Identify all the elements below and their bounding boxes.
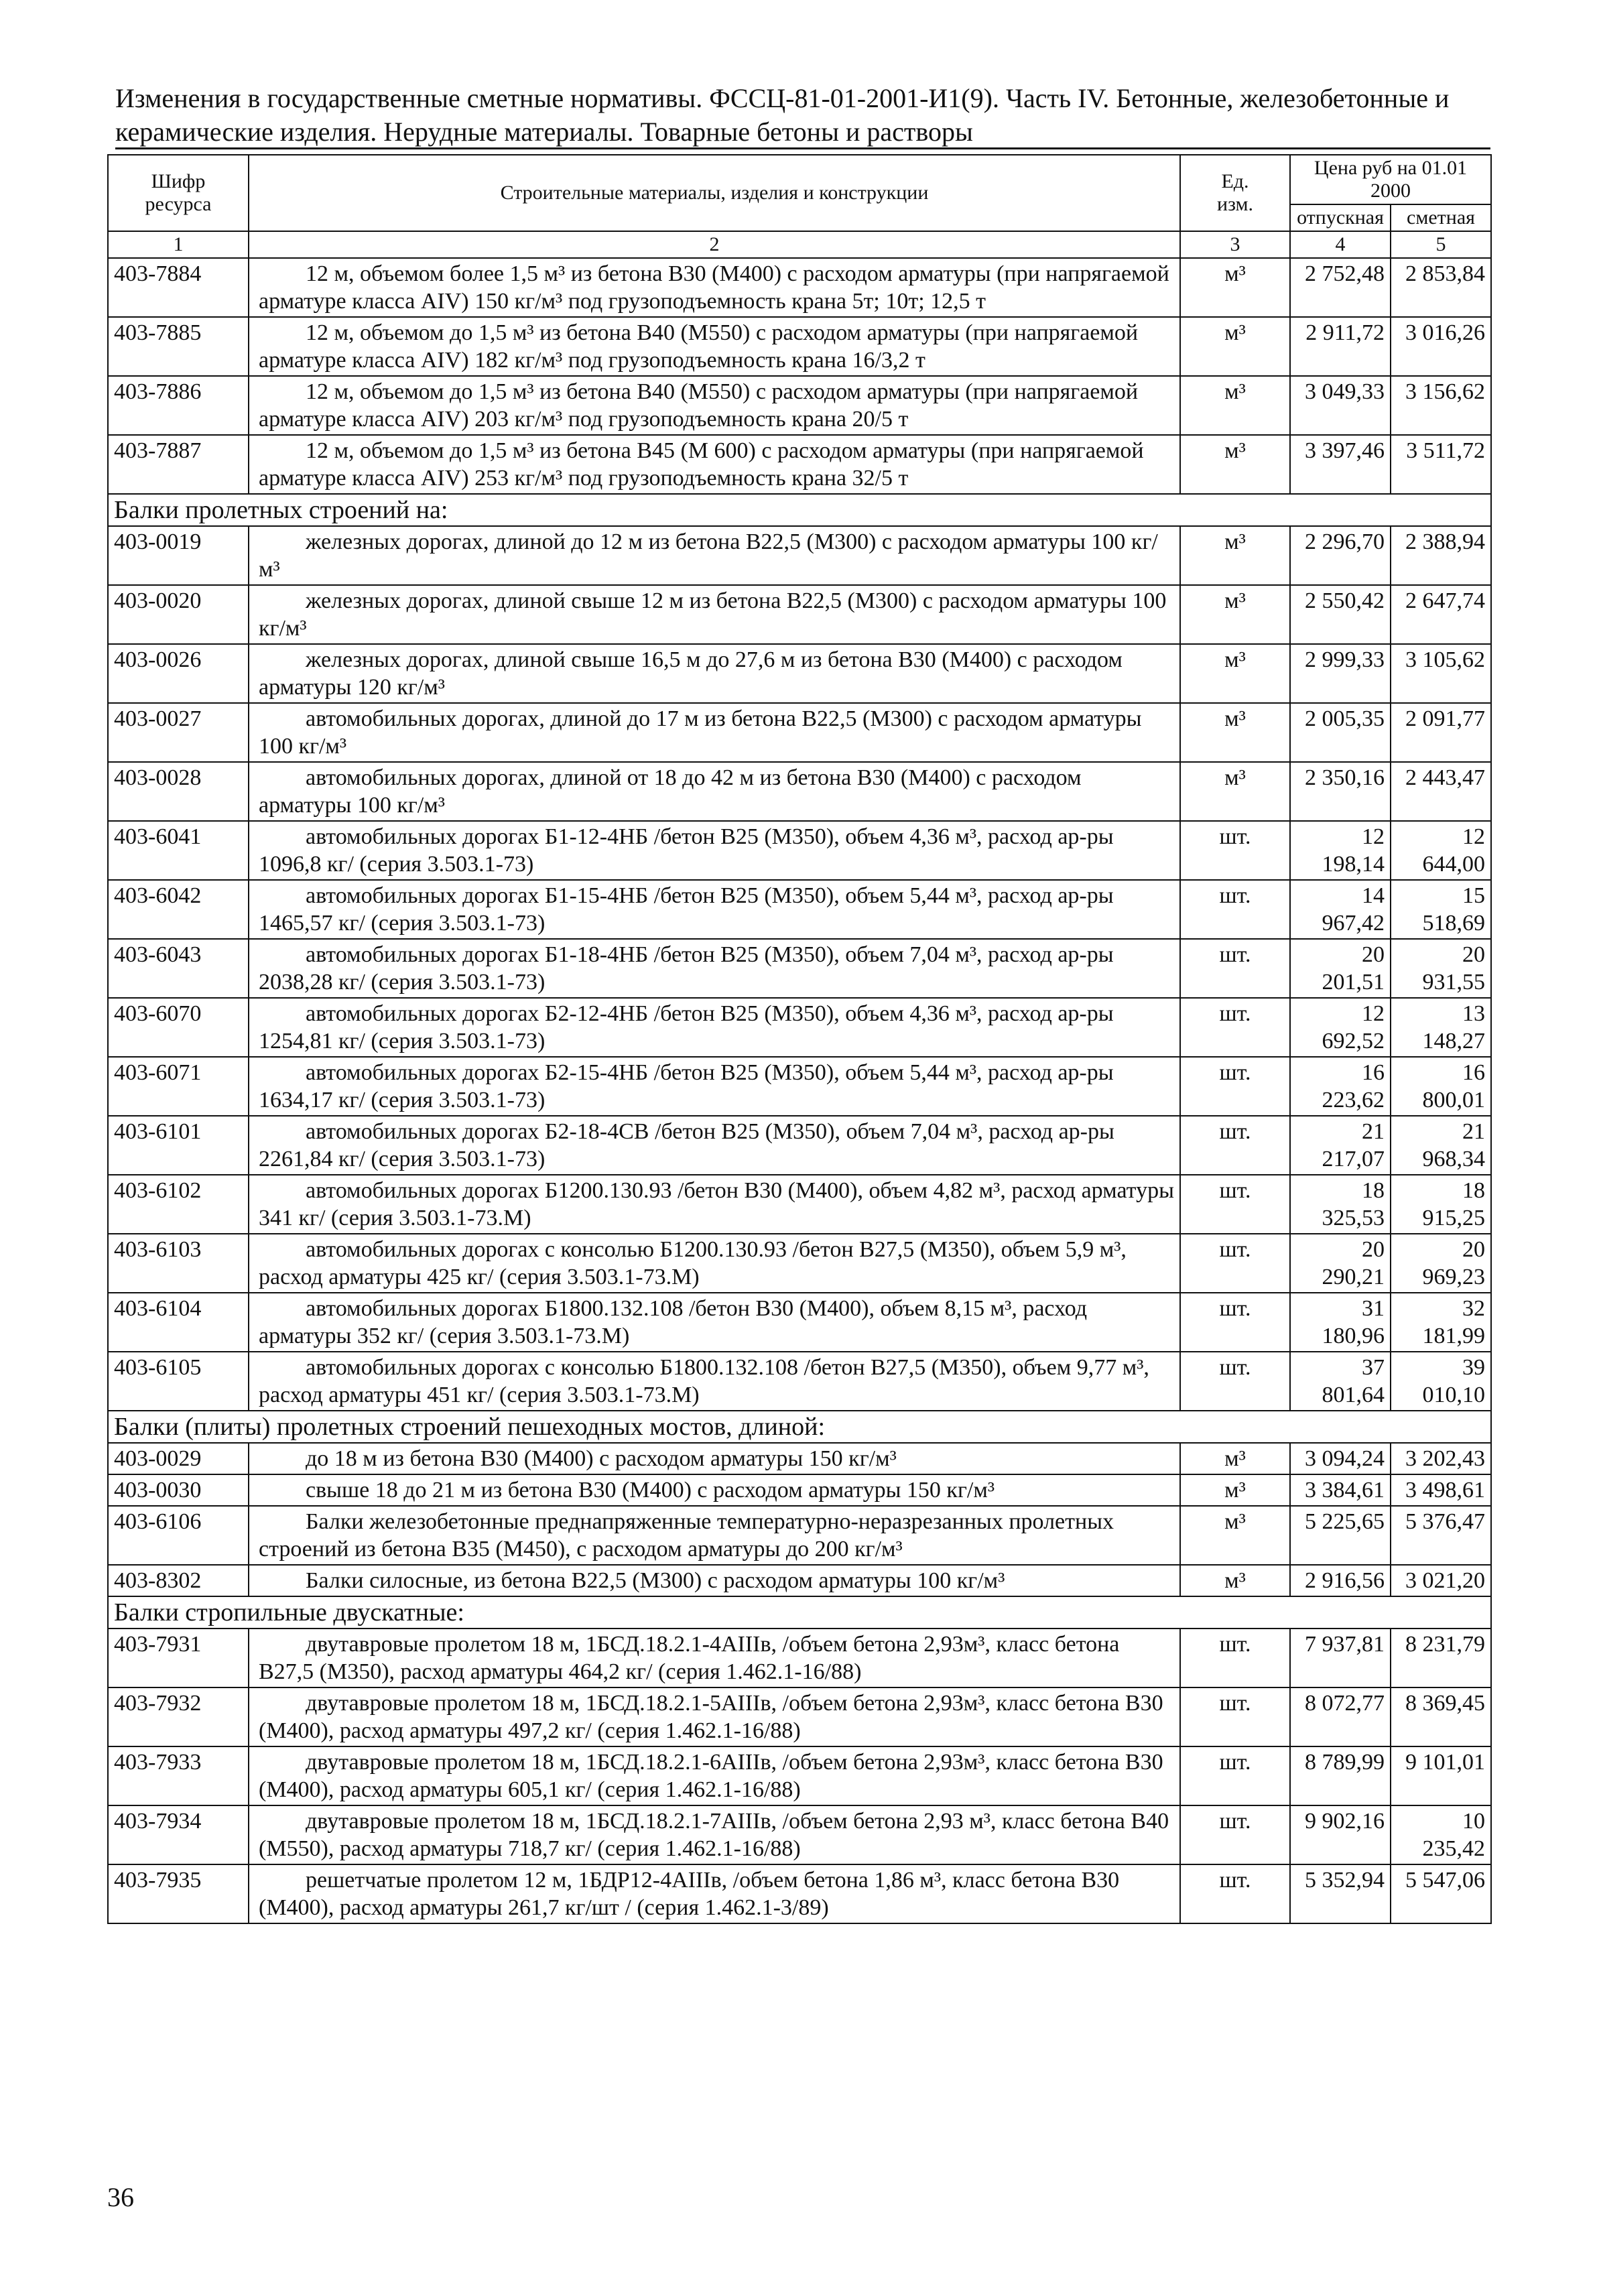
table-row [108, 435, 1491, 494]
unit-header-line1: Ед. [1221, 170, 1249, 192]
estimate-price-cell: 2 091,77 [1391, 703, 1491, 762]
resource-code-cell: 403-6104 [108, 1293, 249, 1352]
description-cell: 12 м, объемом до 1,5 м³ из бетона В45 (М 600) с расходом арматуры (при напрягаемой арматуре класса АIV) 253 кг/м³ под грузоподъемность крана 32/5 т [249, 435, 1180, 494]
resource-code-cell: 403-7885 [108, 317, 249, 376]
resource-code-cell: 403-6101 [108, 1116, 249, 1175]
page-number: 36 [107, 2182, 134, 2212]
column-index: 4 [1290, 231, 1391, 258]
price-column-header: Цена руб на 01.01 2000 [1290, 155, 1491, 204]
resource-code-cell: 403-6043 [108, 939, 249, 998]
unit-cell: шт. [1180, 1175, 1290, 1234]
description-cell: двутавровые пролетом 18 м, 1БСД.18.2.1-5АIIIв, /объем бетона 2,93м³, класс бетона В30 (М400), расход арматуры 497,2 кг/ (серия 1.462.1-16/88) [249, 1687, 1180, 1746]
section-heading: Балки стропильные двускатные: [108, 1596, 1491, 1629]
description-cell: 12 м, объемом до 1,5 м³ из бетона В40 (М550) с расходом арматуры (при напрягаемой арматуре класса АIV) 182 кг/м³ под грузоподъемность крана 16/3,2 т [249, 317, 1180, 376]
description-cell: Балки силосные, из бетона В22,5 (М300) с расходом арматуры 100 кг/м³ [249, 1565, 1180, 1596]
resource-code-cell: 403-6102 [108, 1175, 249, 1234]
description-cell: автомобильных дорогах Б1200.130.93 /бетон В30 (М400), объем 4,82 м³, расход арматуры 341 кг/ (серия 3.503.1-73.М) [249, 1175, 1180, 1234]
release-price-cell: 2 916,56 [1290, 1565, 1391, 1596]
description-cell: двутавровые пролетом 18 м, 1БСД.18.2.1-6АIIIв, /объем бетона 2,93м³, класс бетона В30 (М400), расход арматуры 605,1 кг/ (серия 1.462.1-16/88) [249, 1746, 1180, 1805]
table-row [108, 1506, 1491, 1565]
description-cell: автомобильных дорогах, длиной до 17 м из бетона В22,5 (М300) с расходом арматуры 100 кг/м³ [249, 703, 1180, 762]
release-price-cell: 2 550,42 [1290, 585, 1391, 644]
unit-cell: м³ [1180, 526, 1290, 585]
estimate-price-header: сметная [1391, 204, 1491, 231]
table-row [108, 1474, 1491, 1506]
description-cell: двутавровые пролетом 18 м, 1БСД.18.2.1-4АIIIв, /объем бетона 2,93м³, класс бетона В27,5 (М350), расход арматуры 464,2 кг/ (серия 1.462.1-16/88) [249, 1629, 1180, 1687]
release-price-cell: 31 180,96 [1290, 1293, 1391, 1352]
table-row [108, 317, 1491, 376]
estimate-price-cell: 3 016,26 [1391, 317, 1491, 376]
unit-cell: м³ [1180, 585, 1290, 644]
description-cell: автомобильных дорогах Б2-12-4НБ /бетон В25 (М350), объем 4,36 м³, расход ар-ры 1254,81 кг/ (серия 3.503.1-73) [249, 998, 1180, 1057]
resource-code-cell: 403-6071 [108, 1057, 249, 1116]
resource-code-cell: 403-8302 [108, 1565, 249, 1596]
release-price-cell: 3 397,46 [1290, 435, 1391, 494]
resource-code-cell: 403-0026 [108, 644, 249, 703]
unit-cell: шт. [1180, 1293, 1290, 1352]
release-price-cell: 20 290,21 [1290, 1234, 1391, 1293]
description-cell: железных дорогах, длиной свыше 12 м из бетона В22,5 (М300) с расходом арматуры 100 кг/м³ [249, 585, 1180, 644]
column-index: 1 [108, 231, 249, 258]
table-row [108, 1057, 1491, 1116]
release-price-cell: 12 692,52 [1290, 998, 1391, 1057]
resource-code-cell: 403-6105 [108, 1352, 249, 1411]
unit-cell: шт. [1180, 1629, 1290, 1687]
release-price-cell: 20 201,51 [1290, 939, 1391, 998]
column-index: 5 [1391, 231, 1491, 258]
section-heading: Балки пролетных строений на: [108, 494, 1491, 526]
release-price-cell: 7 937,81 [1290, 1629, 1391, 1687]
section-row [108, 1596, 1491, 1629]
unit-cell: м³ [1180, 317, 1290, 376]
table-row [108, 585, 1491, 644]
resource-code-cell: 403-7887 [108, 435, 249, 494]
release-price-cell: 14 967,42 [1290, 880, 1391, 939]
release-price-cell: 8 072,77 [1290, 1687, 1391, 1746]
unit-cell: шт. [1180, 1234, 1290, 1293]
table-row [108, 1746, 1491, 1805]
description-cell: автомобильных дорогах Б1-12-4НБ /бетон В25 (М350), объем 4,36 м³, расход ар-ры 1096,8 кг/ (серия 3.503.1-73) [249, 821, 1180, 880]
table-row [108, 258, 1491, 317]
estimate-price-cell: 3 156,62 [1391, 376, 1491, 435]
release-price-cell: 2 999,33 [1290, 644, 1391, 703]
resource-code-cell: 403-0030 [108, 1474, 249, 1506]
table-row [108, 880, 1491, 939]
unit-cell: шт. [1180, 880, 1290, 939]
price-table [107, 154, 1492, 1924]
table-row [108, 526, 1491, 585]
description-cell: Балки железобетонные преднапряженные температурно-неразрезанных пролетных строений из бетона В35 (М450), с расходом арматуры до 200 кг/м³ [249, 1506, 1180, 1565]
estimate-price-cell: 10 235,42 [1391, 1805, 1491, 1864]
unit-cell: м³ [1180, 376, 1290, 435]
unit-cell: шт. [1180, 1864, 1290, 1923]
code-header-line2: ресурса [145, 193, 212, 215]
estimate-price-cell: 12 644,00 [1391, 821, 1491, 880]
description-cell: двутавровые пролетом 18 м, 1БСД.18.2.1-7АIIIв, /объем бетона 2,93 м³, класс бетона В40 (М550), расход арматуры 718,7 кг/ (серия 1.462.1-16/88) [249, 1805, 1180, 1864]
release-price-cell: 2 752,48 [1290, 258, 1391, 317]
description-cell: решетчатые пролетом 12 м, 1БДР12-4АIIIв, /объем бетона 1,86 м³, класс бетона В30 (М400), расход арматуры 261,7 кг/шт / (серия 1.462.1-3/89) [249, 1864, 1180, 1923]
resource-code-cell: 403-0029 [108, 1443, 249, 1474]
estimate-price-cell: 5 547,06 [1391, 1864, 1491, 1923]
resource-code-cell: 403-7884 [108, 258, 249, 317]
estimate-price-cell: 8 369,45 [1391, 1687, 1491, 1746]
release-price-cell: 21 217,07 [1290, 1116, 1391, 1175]
estimate-price-cell: 3 202,43 [1391, 1443, 1491, 1474]
unit-cell: м³ [1180, 762, 1290, 821]
description-cell: автомобильных дорогах с консолью Б1800.132.108 /бетон В27,5 (М350), объем 9,77 м³, расход арматуры 451 кг/ (серия 3.503.1-73.М) [249, 1352, 1180, 1411]
estimate-price-cell: 2 388,94 [1391, 526, 1491, 585]
estimate-price-cell: 20 931,55 [1391, 939, 1491, 998]
resource-code-cell: 403-7932 [108, 1687, 249, 1746]
table-row [108, 1805, 1491, 1864]
release-price-cell: 5 225,65 [1290, 1506, 1391, 1565]
estimate-price-cell: 5 376,47 [1391, 1506, 1491, 1565]
resource-code-cell: 403-6070 [108, 998, 249, 1057]
description-cell: автомобильных дорогах, длиной от 18 до 42 м из бетона В30 (М400) с расходом арматуры 100 кг/м³ [249, 762, 1180, 821]
release-price-cell: 3 049,33 [1290, 376, 1391, 435]
release-price-cell: 2 350,16 [1290, 762, 1391, 821]
release-price-cell: 5 352,94 [1290, 1864, 1391, 1923]
description-cell: автомобильных дорогах Б2-18-4СВ /бетон В25 (М350), объем 7,04 м³, расход ар-ры 2261,84 кг/ (серия 3.503.1-73) [249, 1116, 1180, 1175]
release-price-cell: 18 325,53 [1290, 1175, 1391, 1234]
unit-cell: м³ [1180, 1443, 1290, 1474]
estimate-price-cell: 3 105,62 [1391, 644, 1491, 703]
table-row [108, 1175, 1491, 1234]
resource-code-cell: 403-0020 [108, 585, 249, 644]
release-price-cell: 3 094,24 [1290, 1443, 1391, 1474]
release-price-cell: 16 223,62 [1290, 1057, 1391, 1116]
table-row [108, 1293, 1491, 1352]
column-index: 2 [249, 231, 1180, 258]
release-price-cell: 3 384,61 [1290, 1474, 1391, 1506]
unit-cell: шт. [1180, 1057, 1290, 1116]
estimate-price-cell: 16 800,01 [1391, 1057, 1491, 1116]
unit-cell: м³ [1180, 703, 1290, 762]
section-row [108, 494, 1491, 526]
estimate-price-cell: 9 101,01 [1391, 1746, 1491, 1805]
estimate-price-cell: 39 010,10 [1391, 1352, 1491, 1411]
resource-code-cell: 403-6042 [108, 880, 249, 939]
table-row [108, 644, 1491, 703]
estimate-price-cell: 2 853,84 [1391, 258, 1491, 317]
estimate-price-cell: 15 518,69 [1391, 880, 1491, 939]
description-cell: железных дорогах, длиной свыше 16,5 м до 27,6 м из бетона В30 (М400) с расходом арматуры 120 кг/м³ [249, 644, 1180, 703]
resource-code-cell: 403-0019 [108, 526, 249, 585]
description-cell: 12 м, объемом более 1,5 м³ из бетона В30 (М400) с расходом арматуры (при напрягаемой арматуре класса АIV) 150 кг/м³ под грузоподъемность крана 5т; 10т; 12,5 т [249, 258, 1180, 317]
unit-cell: шт. [1180, 1746, 1290, 1805]
release-price-header: отпускная [1290, 204, 1391, 231]
description-cell: 12 м, объемом до 1,5 м³ из бетона В40 (М550) с расходом арматуры (при напрягаемой арматуре класса АIV) 203 кг/м³ под грузоподъемность крана 20/5 т [249, 376, 1180, 435]
estimate-price-cell: 18 915,25 [1391, 1175, 1491, 1234]
table-row [108, 1234, 1491, 1293]
table-row [108, 1352, 1491, 1411]
table-row [108, 821, 1491, 880]
resource-code-cell: 403-6041 [108, 821, 249, 880]
table-row [108, 376, 1491, 435]
table-body [108, 258, 1491, 1923]
unit-cell: м³ [1180, 258, 1290, 317]
release-price-cell: 2 296,70 [1290, 526, 1391, 585]
resource-code-cell: 403-6106 [108, 1506, 249, 1565]
estimate-price-cell: 21 968,34 [1391, 1116, 1491, 1175]
description-cell: автомобильных дорогах Б1-15-4НБ /бетон В25 (М350), объем 5,44 м³, расход ар-ры 1465,57 кг/ (серия 3.503.1-73) [249, 880, 1180, 939]
table-row [108, 762, 1491, 821]
release-price-cell: 2 911,72 [1290, 317, 1391, 376]
table-row [108, 1116, 1491, 1175]
resource-code-cell: 403-7933 [108, 1746, 249, 1805]
estimate-price-cell: 3 498,61 [1391, 1474, 1491, 1506]
table-header [108, 155, 1491, 258]
unit-header-line2: изм. [1217, 193, 1253, 215]
table-row [108, 998, 1491, 1057]
document-header: Изменения в государственные сметные нормативы. ФССЦ-81-01-2001-И1(9). Часть IV. Бетонные, железобетонные и керамические изделия. Нерудные материалы. Товарные бетоны и растворы [115, 83, 1450, 147]
release-price-cell: 12 198,14 [1290, 821, 1391, 880]
description-cell: автомобильных дорогах с консолью Б1200.130.93 /бетон В27,5 (М350), объем 5,9 м³, расход арматуры 425 кг/ (серия 3.503.1-73.М) [249, 1234, 1180, 1293]
unit-cell: шт. [1180, 1687, 1290, 1746]
unit-cell: м³ [1180, 1565, 1290, 1596]
release-price-cell: 37 801,64 [1290, 1352, 1391, 1411]
column-index-row [108, 231, 1491, 258]
resource-code-cell: 403-7934 [108, 1805, 249, 1864]
estimate-price-cell: 3 511,72 [1391, 435, 1491, 494]
release-price-cell: 9 902,16 [1290, 1805, 1391, 1864]
unit-cell: шт. [1180, 1805, 1290, 1864]
table-row [108, 703, 1491, 762]
description-cell: автомобильных дорогах Б1800.132.108 /бетон В30 (М400), объем 8,15 м³, расход арматуры 352 кг/ (серия 3.503.1-73.М) [249, 1293, 1180, 1352]
unit-cell: м³ [1180, 644, 1290, 703]
release-price-cell: 8 789,99 [1290, 1746, 1391, 1805]
estimate-price-cell: 8 231,79 [1391, 1629, 1491, 1687]
description-cell: свыше 18 до 21 м из бетона В30 (М400) с расходом арматуры 150 кг/м³ [249, 1474, 1180, 1506]
estimate-price-cell: 2 443,47 [1391, 762, 1491, 821]
estimate-price-cell: 32 181,99 [1391, 1293, 1491, 1352]
unit-column-header [1180, 155, 1290, 231]
description-cell: автомобильных дорогах Б1-18-4НБ /бетон В25 (М350), объем 7,04 м³, расход ар-ры 2038,28 кг/ (серия 3.503.1-73) [249, 939, 1180, 998]
unit-cell: шт. [1180, 1352, 1290, 1411]
code-header-line1: Шифр [151, 170, 206, 192]
estimate-price-cell: 3 021,20 [1391, 1565, 1491, 1596]
code-column-header [108, 155, 249, 231]
resource-code-cell: 403-7886 [108, 376, 249, 435]
unit-cell: м³ [1180, 1474, 1290, 1506]
column-index: 3 [1180, 231, 1290, 258]
header-rule [115, 147, 1490, 149]
unit-cell: шт. [1180, 821, 1290, 880]
resource-code-cell: 403-0027 [108, 703, 249, 762]
description-cell: железных дорогах, длиной до 12 м из бетона В22,5 (М300) с расходом арматуры 100 кг/м³ [249, 526, 1180, 585]
resource-code-cell: 403-7935 [108, 1864, 249, 1923]
resource-code-cell: 403-0028 [108, 762, 249, 821]
unit-cell: шт. [1180, 1116, 1290, 1175]
unit-cell: м³ [1180, 1506, 1290, 1565]
unit-cell: шт. [1180, 998, 1290, 1057]
table-row [108, 1864, 1491, 1923]
table-row [108, 1565, 1491, 1596]
estimate-price-cell: 20 969,23 [1391, 1234, 1491, 1293]
table-row [108, 939, 1491, 998]
table-row [108, 1443, 1491, 1474]
estimate-price-cell: 2 647,74 [1391, 585, 1491, 644]
description-cell: до 18 м из бетона В30 (М400) с расходом арматуры 150 кг/м³ [249, 1443, 1180, 1474]
section-row [108, 1411, 1491, 1443]
resource-code-cell: 403-7931 [108, 1629, 249, 1687]
unit-cell: м³ [1180, 435, 1290, 494]
materials-column-header: Строительные материалы, изделия и конструкции [249, 155, 1180, 231]
resource-code-cell: 403-6103 [108, 1234, 249, 1293]
release-price-cell: 2 005,35 [1290, 703, 1391, 762]
table-row [108, 1629, 1491, 1687]
unit-cell: шт. [1180, 939, 1290, 998]
description-cell: автомобильных дорогах Б2-15-4НБ /бетон В25 (М350), объем 5,44 м³, расход ар-ры 1634,17 кг/ (серия 3.503.1-73) [249, 1057, 1180, 1116]
estimate-price-cell: 13 148,27 [1391, 998, 1491, 1057]
section-heading: Балки (плиты) пролетных строений пешеходных мостов, длиной: [108, 1411, 1491, 1443]
table-row [108, 1687, 1491, 1746]
